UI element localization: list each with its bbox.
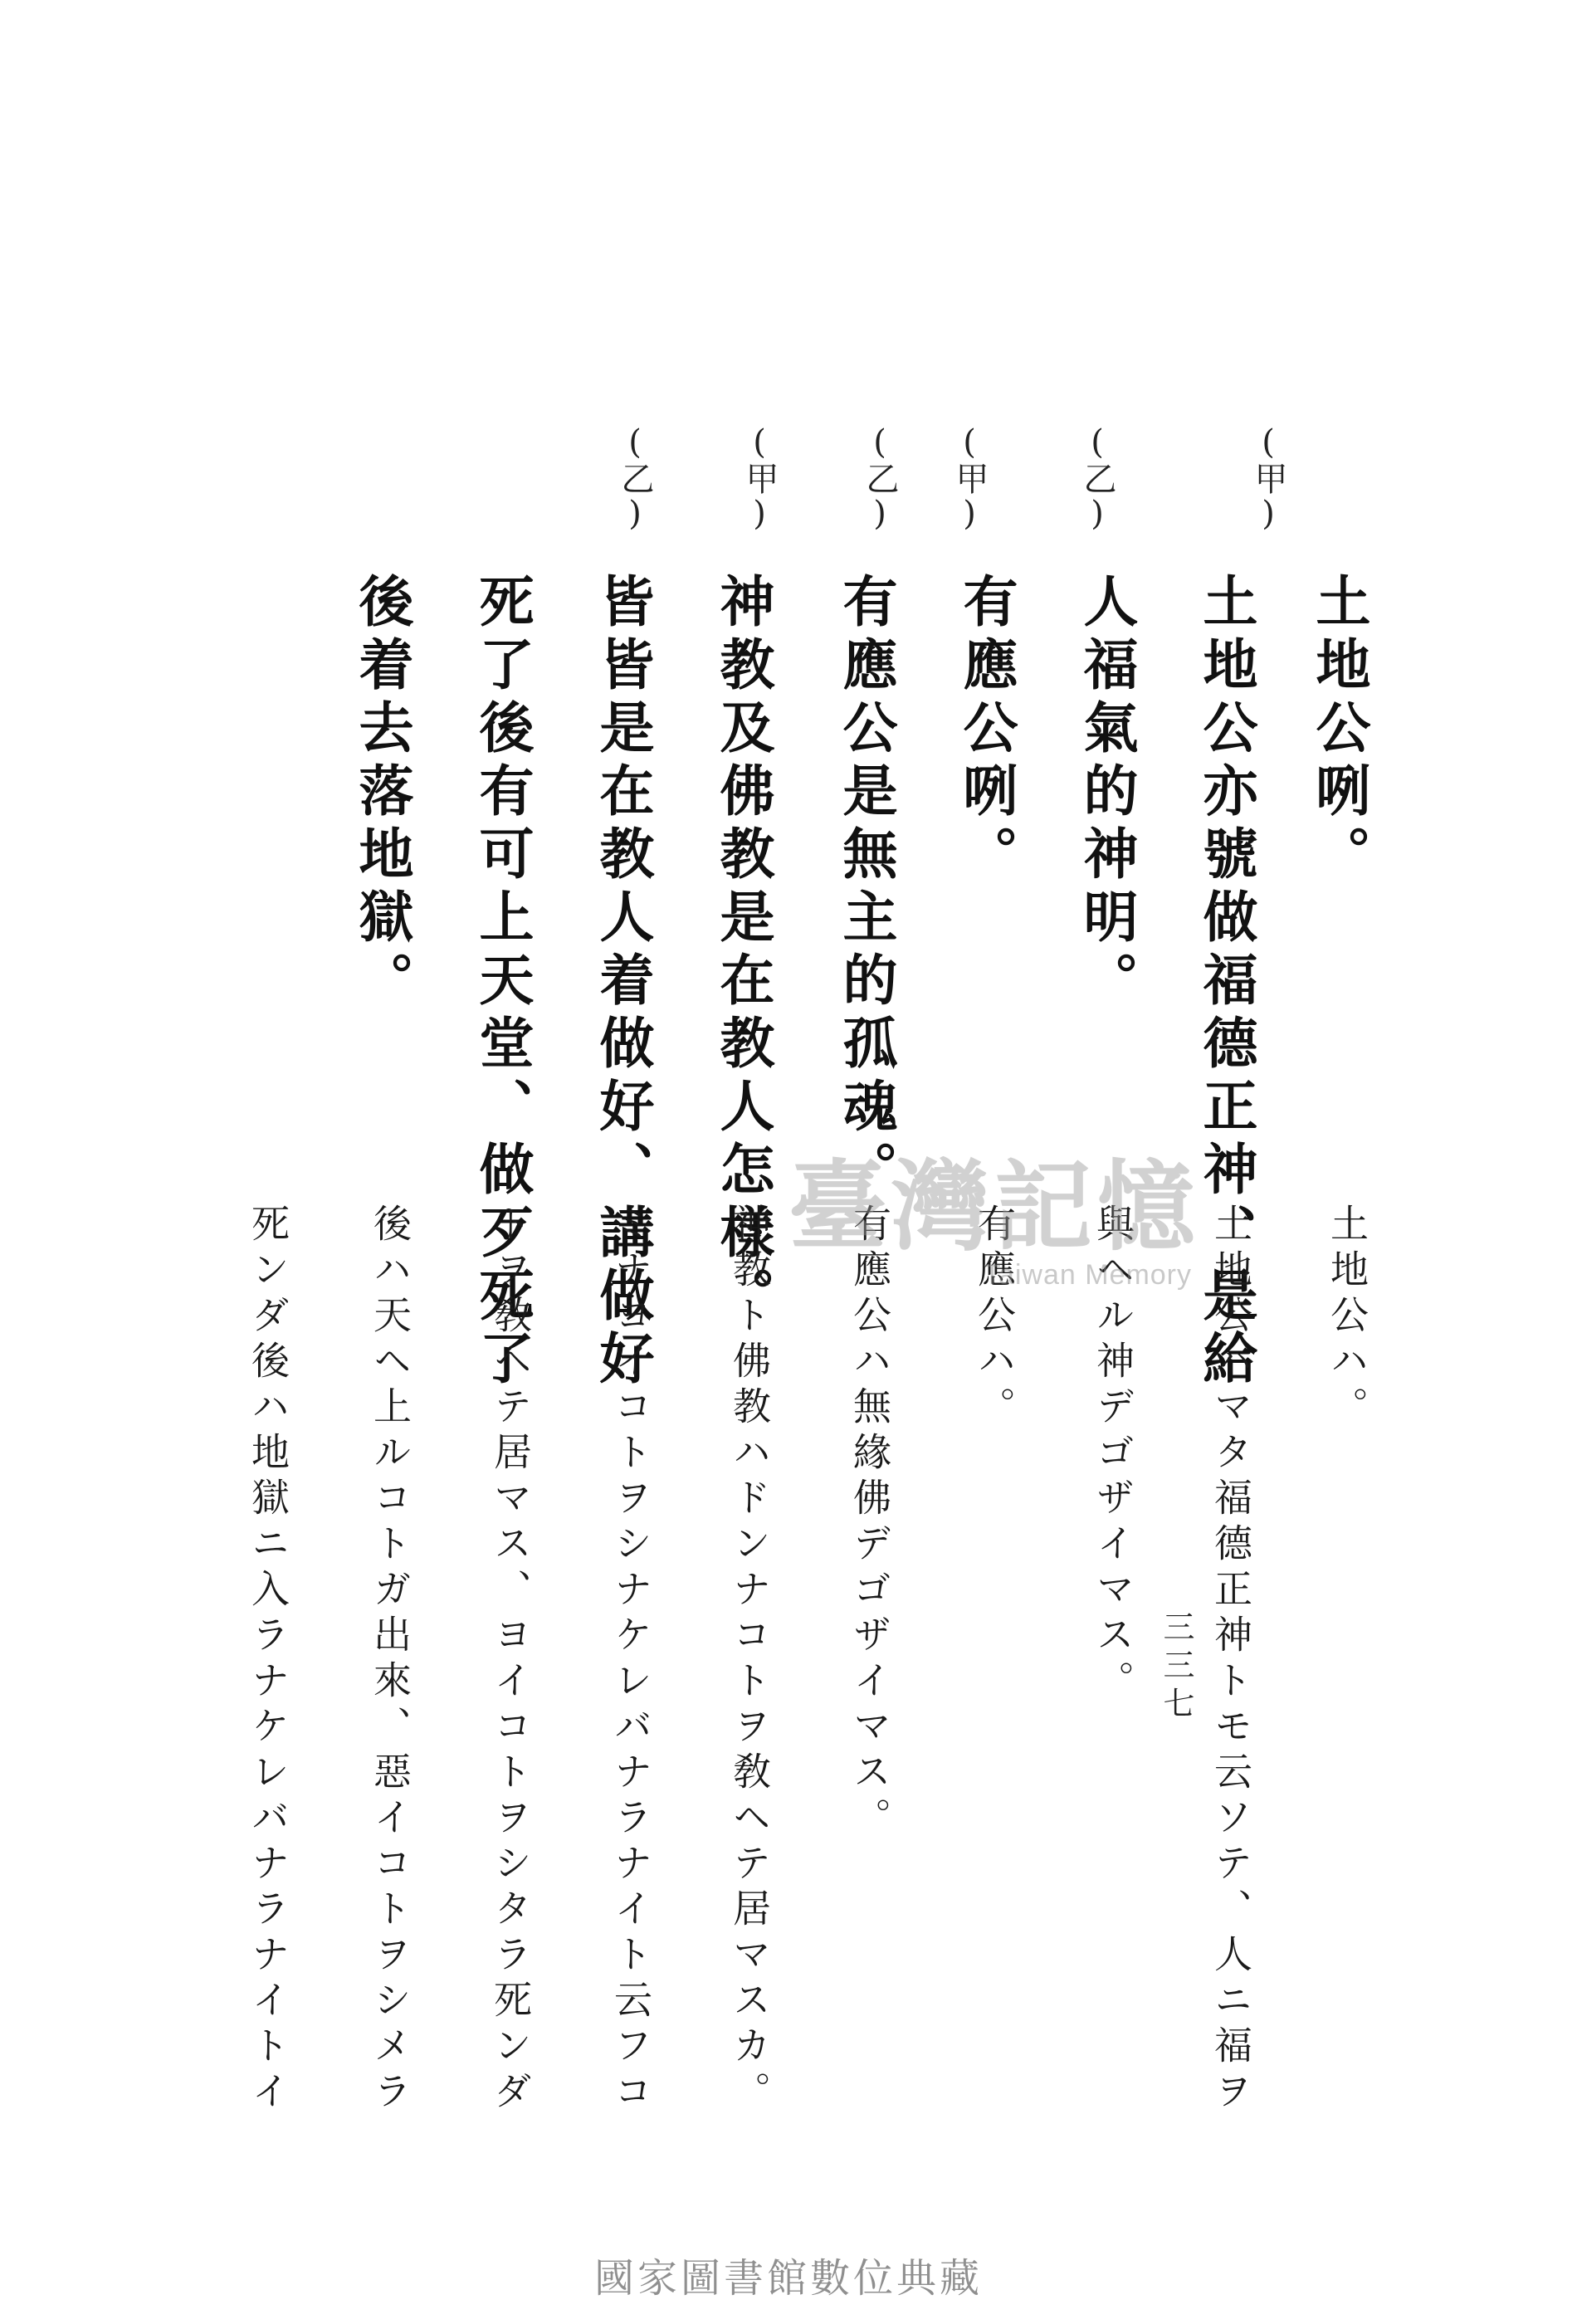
page-number: 三三七 [1158, 1610, 1194, 1725]
speaker-marker: (乙) [1078, 423, 1116, 533]
chinese-line: 人福氣的神明。 [1074, 573, 1139, 1014]
speaker-marker: (甲) [950, 423, 989, 533]
chinese-line: 神教及佛教是在教人怎樣。 [710, 573, 775, 1330]
japanese-line: ミナヨイコトヲシナケレバナラナイト云フコ [608, 1204, 653, 2116]
japanese-line: 有應公ハ。 [972, 1204, 1017, 1432]
watermark-subtitle: Taiwan Memory [983, 1259, 1193, 1291]
chinese-line: 有應公咧。 [954, 573, 1018, 888]
japanese-line: トヲ敎ヘテ居マス、ヨイコトヲシタラ死ンダ [488, 1204, 533, 2116]
chinese-line: 皆皆是在教人着做好、講做好 [590, 573, 655, 1393]
speaker-marker: (甲) [1249, 423, 1287, 533]
japanese-line: 後ハ天ヘ上ルコトガ出來、惡イコトヲシメラ [368, 1204, 413, 2116]
archive-footer: 國家圖書館數位典藏 [593, 2255, 983, 2302]
japanese-line: 神教ト佛教ハドンナコトヲ敎ヘテ居マスカ。 [727, 1204, 772, 2116]
speaker-marker: (乙) [616, 423, 654, 533]
chinese-line: 土地公咧。 [1306, 573, 1371, 888]
speaker-marker: (乙) [861, 423, 899, 533]
japanese-line: 土地公ハマタ福德正神トモ云ソテ、人ニ福ヲ [1208, 1204, 1253, 2116]
chinese-line: 有應公是無主的孤魂。 [833, 573, 898, 1204]
japanese-line: 土地公ハ。 [1325, 1204, 1370, 1432]
japanese-line: 有應公ハ無緣佛デゴザイマス。 [847, 1204, 892, 1843]
japanese-line: 死ンダ後ハ地獄ニ入ラナケレバナラナイトイ [246, 1204, 290, 2116]
watermark-title: 臺灣記憶 [788, 1149, 1201, 1264]
speaker-marker: (甲) [740, 423, 779, 533]
japanese-line: 與ヘル神デゴザイマス。 [1091, 1204, 1135, 1706]
chinese-line: 土地公亦號做福德正神、是給 [1194, 573, 1258, 1393]
chinese-line: 死了後有可上天堂、做歹死了 [470, 573, 535, 1393]
chinese-line: 後着去落地獄。 [349, 573, 414, 1014]
